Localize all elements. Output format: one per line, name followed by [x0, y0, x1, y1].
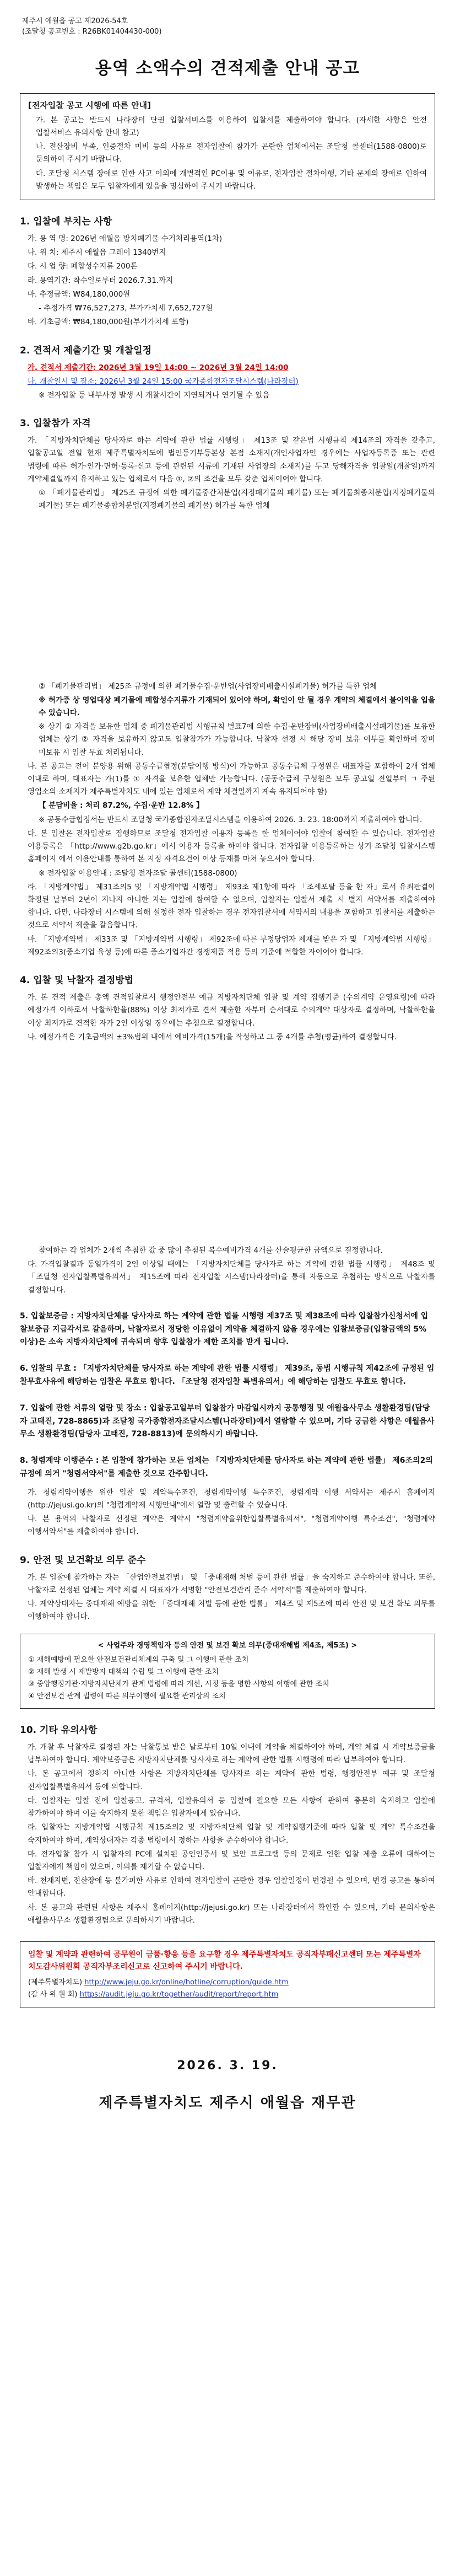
section-10-heading: 10. 기타 유의사항	[20, 1725, 98, 1736]
award-method-b: 나. 예정가격은 기초금액의 ±3%범위 내에서 예비가격(15개)을 작성하고 그 중 4개를 추첨(평균)하여 결정합니다.	[28, 1032, 397, 1042]
safety-item-a: 가. 본 입찰에 참가하는 자는 「산업안전보건법」 및 「중대재해 처벌 등에 관한 법률」을 숙지하고 준수하여야 합니다. 또한, 낙찰자로 선정된 업체는 계약 체결 시 대표자가 서명한 "안전보건관리 준수 서약서"를 제출하여야 합니다.	[28, 1573, 435, 1595]
other-item: 다. 입찰자는 입찰 전에 입찰공고, 규격서, 입찰유의서 등 입찰에 필요한 모든 사항에 관하여 충분히 숙지하고 입찰에 참가하여야 하며 이를 숙지하지 못한 책임은 입찰자에게 있습니다.	[28, 1796, 435, 1818]
audit-committee-label: (감 사 위 원 회)	[28, 1990, 78, 1999]
award-method-b-cont: 참여하는 각 업체가 2개씩 추첨한 값 중 많이 추첨된 복수예비가격 4개를 산술평균한 금액으로 결정합니다.	[39, 1246, 383, 1255]
e-bidding-notice-box	[20, 93, 435, 200]
qualification-c: 다. 본 입찰은 전자입찰로 집행하므로 조달청 전자입찰 이용자 등록을 한 업체이어야 입찰에 참여할 수 있습니다. 전자입찰 이용등록은 「http://www.g2b.go.kr」에서 이용자 등록을 하여야 합니다. 전자입찰 이용등록하는 상기 조달청 입찰시스템 홈페이지 에서 이용안내를 통하여 본 지정 자격요건이 이상 등재를 마쳐 놓으셔야 합니다.	[28, 829, 435, 864]
procurement-number: (조달청 공고번호 : R26BK01404430-000)	[22, 27, 162, 36]
notice-date: 2026. 3. 19.	[177, 2059, 278, 2073]
other-item: 가. 개찰 후 낙찰자로 결정된 자는 낙찰통보 받은 날로부터 10일 이내에 계약을 체결하여야 하며, 계약 체결 시 계약보증금을 납부하여야 합니다. 계약보증금은 지방자치단체를 당사자로 하는 계약에 관한 법률 시행령에 따라 납부하여야 합니다.	[28, 1743, 435, 1765]
safety-duties-title: < 사업주와 경영책임자 등의 안전 및 보건 확보 의무(중대재해법 제4조, 제5조) >	[98, 1641, 358, 1650]
qualification-note-1: ※ 허가증 상 영업대상 폐기물에 폐합성수지류가 기재되어 있어야 하며, 확인이 안 될 경우 계약의 체결에서 불이익을 입을 수 있습니다.	[39, 695, 435, 717]
notice-number: 제주시 애월읍 공고 제2026-54호	[22, 17, 128, 25]
safety-duty: ② 재해 발생 시 재발방지 대책의 수립 및 그 이행에 관한 조치	[28, 1667, 219, 1676]
qualification-license-2: ② 「폐기물관리법」 제25조 규정에 의한 폐기물수집·운반업(사업장비배출시설폐기물) 허가를 득한 업체	[39, 681, 377, 691]
share-ratio: 【 분담비율 : 처리 87.2%, 수집·운반 12.8% 】	[39, 801, 204, 811]
corruption-links	[28, 1977, 427, 2001]
notice-item: 다. 조달청 시스템 장애로 인한 사고 이외에 개별적인 PC이용 및 이유로, 전자입찰 절차이행, 기타 문제의 장애로 인하여 발생하는 책임은 모두 입찰자에게 있음을 명심하여 주시기 바랍니다.	[36, 169, 427, 191]
opening-schedule: 나. 개찰일시 및 장소: 2026년 3월 24일 15:00 국가종합전자조달시스템(나라장터)	[28, 377, 299, 386]
qualification-note-2: ※ 상기 ① 자격을 보유한 업체 중 폐기물관리법 시행규칙 별표7에 의한 수집·운반장비(사업장비배출시설폐기물)를 보유한 업체는 상기 ② 자격을 보유하지 않고도 입찰참가가 가능합니다. 낙찰자 선정 시 해당 장비 보유 여부를 확인하며 장비 미보유 시 입찰 무효 처리됩니다.	[39, 722, 435, 757]
qualification-a: 가. 「지방자치단체를 당사자로 하는 계약에 관한 법률 시행령」 제13조 및 같은법 시행규칙 제14조의 자격을 갖추고, 입찰공고일 전일 현재 제주특별자치도에 법인등기부등본상 본점 소재지(개인사업자인 경우에는 사업자등록증 또는 관련 법령에 따른 허가·인가·면허·등록·신고 등에 관련된 서류에 기재된 사업장의 소재지)를 두고 당해자격을 입찰일(개찰일)까지 계약체결일까지 유지하고 있는 업체로서 다음 ①, ②의 조건을 모두 갖춘 업체이어야 합니다.	[28, 436, 435, 484]
notice-item: 가. 본 공고는 반드시 나라장터 단권 입찰서비스를 이용하여 입찰서를 제출하여야 합니다. (자세한 사항은 안전 입찰서비스 유의사항 안내 참고)	[36, 115, 427, 137]
safety-duties-box	[20, 1634, 435, 1709]
other-item: 라. 입찰자는 지방계약법 시행규칙 제15조의2 및 지방자치단체 입찰 및 계약집행기준에 따라 입찰 및 계약 특수조건을 숙지하여야 하며, 계약상대자는 각종 법령에서 정하는 사항을 준수하여야 합니다.	[28, 1823, 435, 1845]
other-item: 나. 본 공고에서 정하지 아니한 사항은 지방자치단체를 당사자로 하는 계약에 관한 법령, 행정안전부 예규 및 조달청 전자입찰특별유의서 등에 의합니다.	[28, 1769, 435, 1791]
audit-report-link[interactable]: https://audit.jeju.go.kr/together/audit/report/report.htm	[79, 1990, 279, 1999]
service-name: 가. 용 역 명: 2026년 애월읍 방치폐기물 수거처리용역(1차)	[28, 234, 223, 243]
e-bidding-notice-title: [전자입찰 공고 시행에 따른 안내]	[28, 100, 151, 110]
section-2-heading: 2. 견적서 제출기간 및 개찰일정	[20, 345, 152, 356]
qualification-e: 마. 「지방계약법」 제33조 및 「지방계약법 시행령」 제92조에 따른 부정당업자 제재를 받은 자 및 「지방계약법 시행령」 제92조의3(중소기업 육성 등)에 따른 중소기업자간 경쟁제품 적용 등의 기준에 적합한 자이어야 합니다.	[28, 935, 435, 957]
qualification-license-1: ① 「폐기물관리법」 제25조 규정에 의한 폐기물중간처분업(지정폐기물의 폐기물) 또는 폐기물최종처분업(지정폐기물의 폐기물) 또는 폐기물종합처분업(지정폐기물의 폐기물) 허가를 득한 업체	[39, 489, 435, 511]
qualification-d: 라. 「지방계약법」 제31조의5 및 「지방계약법 시행령」 제93조 제1항에 따라 「조세포탈 등을 한 자」로서 유죄판결이 확정된 날부터 2년이 지나지 아니한 자는 입찰에 참여할 수 없으며, 입찰자는 입찰서 제출 시 별지 서약서를 제출하여야 합니다. 다만, 나라장터 시스템에 의해 설정한 전자 입찰하는 경우 전자입찰서에 서약서의 내용을 포함하고 입찰서를 제출하는 것으로 서약서 제출을 갈음합니다.	[28, 882, 435, 930]
corruption-report-text: 입찰 및 계약과 관련하여 공무원이 금품·향응 등을 요구할 경우 제주특별자치도 공직자부패신고센터 또는 제주특별자치도감사위원회 공직자부조리신고로 신고하여 주시기 바랍니다.	[28, 1950, 421, 1972]
section-6-invalid-bids: 6. 입찰의 무효 : 「지방자치단체를 당사자로 하는 계약에 관한 법률 시행령」 제39조, 동법 시행규칙 제42조에 규정된 입찰무효사유에 해당하는 입찰은 무효로 합니다. 「조달청 전자입찰 특별유의서」에 해당하는 입찰도 무효로 합니다.	[20, 1364, 435, 1387]
issuing-organization: 제주특별자치도 제주시 애월읍 재무관	[99, 2095, 356, 2112]
page-break-space	[20, 514, 435, 679]
estimated-price-detail: - 추정가격 ₩76,527,273, 부가가치세 7,652,727원	[39, 304, 213, 313]
page-title: 용역 소액수의 견적제출 안내 공고	[95, 58, 360, 78]
award-method-a: 가. 본 견적 제출은 총액 견적입찰로서 행정안전부 예규 지방자치단체 입찰 및 계약 집행기준 (수의계약 운영요령)에 따라 예정가격 이하로서 낙찰하한율(88%) 이상 최저가로 견적 제출한 자부터 순서대로 수의계약 대상자로 결정하며, 낙찰하한율 이상 최저가로 견적한 자가 2인 이상일 경우에는 추첨으로 결정합니다.	[28, 993, 435, 1028]
corruption-report-box	[20, 1941, 435, 2008]
integrity-item-a: 가. 청렴계약이행을 위한 입찰 및 계약특수조건, 청렴계약이행 특수조건, 청렴계약 이행 서약서는 제주시 홈페이지(http://jejusi.go.kr)의 "청렴계약제 시행안내"에서 열람 및 출력할 수 있습니다.	[28, 1488, 435, 1510]
help-center-note: ※ 전자입찰 이용안내 : 조달청 전자조달 콜센터(1588-0800)	[39, 868, 237, 878]
safety-duty: ① 재해예방에 필요한 안전보건관리체계의 구축 및 그 이행에 관한 조치	[28, 1655, 249, 1664]
section-7-documents: 7. 입찰에 관한 서류의 열람 및 장소 : 입찰공고일부터 입찰참가 마감일시까지 공통행정 및 애월읍사무소 생활환경팀(담당자 고태진, 728-8865)과 조달청 국가종합전자조달시스템(나라장터)에서 열람할 수 있으며, 기타 궁금한 사항은 애월읍사무소 생활환경팀(담당자 고태진, 728-8813)에 문의하시기 바랍니다.	[20, 1403, 435, 1439]
other-item: 바. 천재지변, 전산장애 등 불가피한 사유로 인하여 전자입찰이 곤란한 경우 입찰일정이 변경될 수 있으며, 변경 공고를 통하여 안내합니다.	[28, 1876, 435, 1898]
safety-item-b: 나. 계약상대자는 중대재해 예방을 위한 「중대재해 처벌 등에 관한 법률」 제4조 및 제5조에 따라 안전 및 보건 확보 의무를 이행하여야 합니다.	[28, 1600, 435, 1622]
other-item: 마. 전자입찰 참가 시 입찰자의 PC에 설치된 공인인증서 및 보안 프로그램 등의 문제로 인한 입찰 제출 오류에 대하여는 입찰자에게 책임이 있으며, 이의를 제기할 수 없습니다.	[28, 1849, 435, 1871]
section-3-heading: 3. 입찰참가 자격	[20, 418, 91, 430]
integrity-item-b: 나. 본 용역의 낙찰자로 선정된 계약은 계약시 "청렴계약을위한입찰특별유의서", "청렴계약이행 특수조건", "청렴계약 이행서약서"를 제출하여야 합니다.	[28, 1515, 435, 1537]
safety-duty: ③ 중앙행정기관·지방자치단체가 관계 법령에 따라 개선, 시정 등을 명한 사항의 이행에 관한 조치	[28, 1679, 329, 1688]
joint-agreement-note: ※ 공동수급협정서는 반드시 조달청 국가종합전자조달시스템을 이용하여 2026. 3. 23. 18:00까지 제출하여야 합니다.	[39, 815, 422, 824]
qualification-b: 나. 본 공고는 전어 분양용 위해 공동수급협정(분담이행 방식)이 가능하고 공동수급체 구성원은 대표자를 포함하여 2개 업체 이내로 하며, 대표자는 가(1)를 ① 자격을 보유한 업체만 가능합니다. (공동수급체 구성원은 모두 공고일 전일부터 ㄱ 주된 영업소의 소재지가 제주특별자치도 내에 있는 업체로서 계약 체결일까지 계속 유지되어야 함)	[28, 761, 435, 797]
jeju-province-label: (제주특별자치도)	[28, 1978, 83, 1987]
notice-item: 나. 전산장비 부족, 인증절차 미비 등의 사유로 전자입찰에 참가가 곤란한 업체에서는 조달청 콜센터(1588-0800)로 문의하여 주시기 바랍니다.	[36, 142, 427, 164]
other-item: 사. 본 공고와 관련된 사항은 제주시 홈페이지(http://jejusi.go.kr) 또는 나라장터에서 확인할 수 있으며, 기타 문의사항은 애월읍사무소 생활환경팀으로 문의하시기 바랍니다.	[28, 1903, 435, 1925]
section-5-bid-bond: 5. 입찰보증금 : 지방자치단체를 당사자로 하는 계약에 관한 법률 시행령 제37조 및 제38조에 따라 입찰참가신청서에 입찰보증금 지급각서로 갈음하며, 낙찰자로서 정당한 이유없이 계약을 체결하지 않을 경우에는 입찰보증금(입찰금액의 5% 이상)은 소속 지방자치단체에 귀속되며 향후 입찰참가 제한 조치를 받게 됩니다.	[20, 1311, 429, 1347]
section-8-integrity: 8. 청렴계약 이행준수 : 본 입찰에 참가하는 모든 업체는 「지방자치단체를 당사자로 하는 계약에 관한 법률」 제6조의2의 규정에 의거 "청렴서약서"를 제출한 것으로 간주합니다.	[20, 1456, 433, 1479]
jeju-hotline-link[interactable]: http://www.jeju.go.kr/online/hotline/corruption/guide.htm	[84, 1978, 289, 1987]
schedule-note: ※ 전자입찰 등 내부사정 발생 시 개찰시간이 지연되거나 연기될 수 있음	[39, 390, 270, 400]
service-location: 나. 위 치: 제주시 애월읍 그레이 1340번지	[28, 248, 166, 257]
section-1-heading: 1. 입찰에 부치는 사항	[20, 216, 112, 227]
section-9-heading: 9. 안전 및 보건확보 의무 준수	[20, 1554, 146, 1566]
safety-duty: ④ 안전보건 관계 법령에 따른 의무이행에 필요한 관리상의 조치	[28, 1692, 226, 1700]
section-4-heading: 4. 입찰 및 낙찰자 결정방법	[20, 975, 134, 986]
estimated-amount: 마. 추정금액: ₩84,180,000원	[28, 289, 131, 299]
base-amount: 바. 기초금액: ₩84,180,000원(부가가치세 포함)	[28, 318, 189, 327]
award-method-c: 다. 가격입찰결과 동일가격이 2인 이상일 때에는 「지방자치단체를 당사자로 하는 계약에 관한 법률 시행령」 제48조 및 「조달청 전자입찰특별유의서」 제15조에 따라 전자입찰 시스템(나라장터)을 통해 자동으로 추첨하는 방식으로 낙찰자를 결정합니다.	[28, 1260, 435, 1295]
service-quantity: 다. 시 업 량: 폐합성수지류 200톤	[28, 262, 138, 271]
service-period: 라. 용역기간: 착수일로부터 2026.7.31.까지	[28, 276, 174, 285]
page-break-space	[20, 1045, 435, 1243]
header	[22, 17, 435, 37]
submission-period: 가. 견적서 제출기간: 2026년 3월 19일 14:00 ~ 2026년 3월 24일 14:00	[28, 363, 289, 372]
